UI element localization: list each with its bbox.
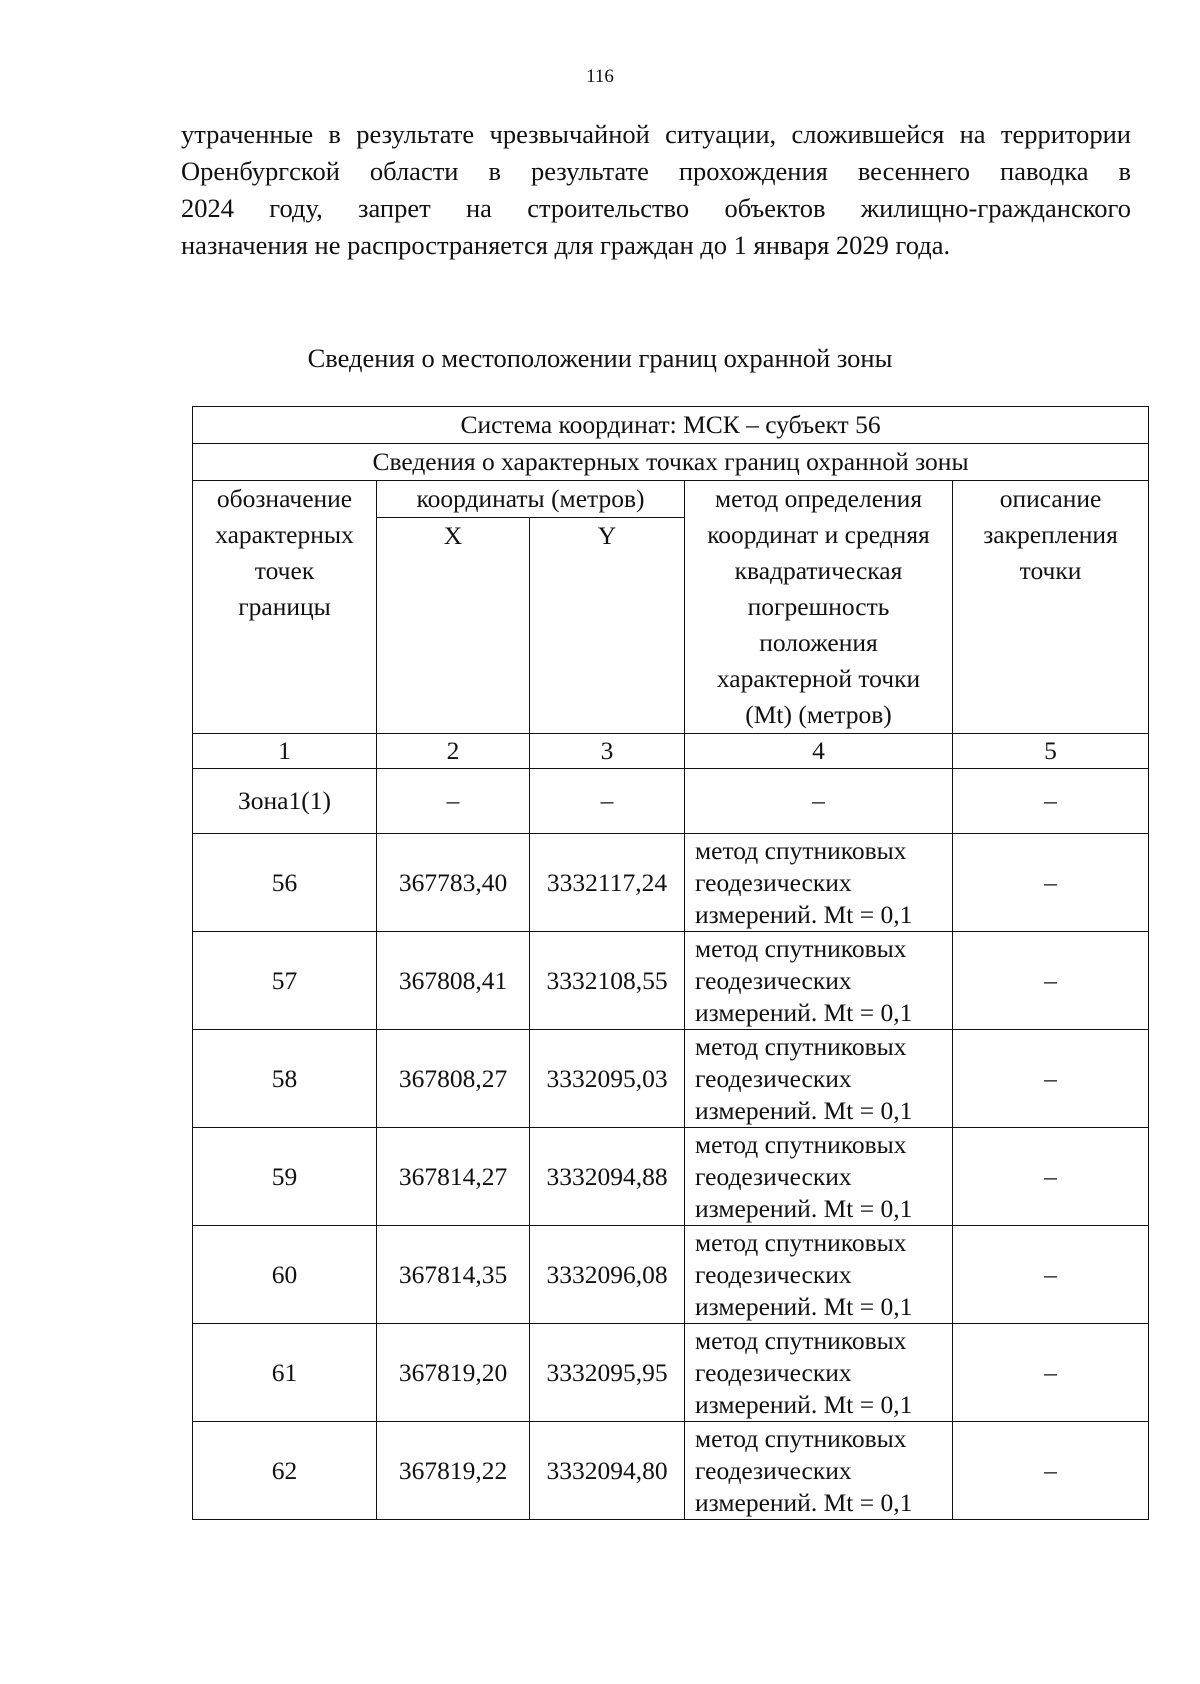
method-cell <box>685 1422 953 1520</box>
point-number-cell: 57 <box>193 932 377 1030</box>
method-cell <box>685 1226 953 1324</box>
method-cell <box>685 1128 953 1226</box>
method-line: геодезических <box>695 867 852 897</box>
description-cell: – <box>953 1128 1149 1226</box>
point-number-cell: 56 <box>193 834 377 932</box>
method-cell <box>685 1324 953 1422</box>
paragraph-line: 2024 году, запрет на строительство объектов жилищно-гражданского <box>181 193 1131 223</box>
x-coordinate-cell: 367783,40 <box>377 834 530 932</box>
method-line: метод спутниковых <box>695 933 907 963</box>
y-coordinate-cell: 3332117,24 <box>530 834 685 932</box>
zone-label: Зона1(1) <box>193 769 377 834</box>
method-line: измерений. Mt = 0,1 <box>695 1291 913 1321</box>
table-row <box>193 1324 1149 1422</box>
point-number-cell: 59 <box>193 1128 377 1226</box>
table-row <box>193 1128 1149 1226</box>
zone-x: – <box>377 769 530 834</box>
paragraph-line: назначения не распространяется для граждан до 1 января 2029 года. <box>181 230 951 260</box>
table-title: Сведения о местоположении границ охранной зоны <box>307 343 893 373</box>
coord-system-cell: Система координат: МСК – субъект 56 <box>193 407 1149 444</box>
header-line: погрешность <box>747 592 890 621</box>
method-cell <box>685 1030 953 1128</box>
y-coordinate-cell: 3332096,08 <box>530 1226 685 1324</box>
header-y: Y <box>530 518 685 734</box>
method-line: геодезических <box>695 1161 852 1191</box>
header-line: характерной точки <box>716 664 921 693</box>
boundary-points-table <box>192 406 1149 1520</box>
x-coordinate-cell: 367819,22 <box>377 1422 530 1520</box>
description-cell: – <box>953 1226 1149 1324</box>
header-x: X <box>377 518 530 734</box>
description-cell: – <box>953 1324 1149 1422</box>
method-line: геодезических <box>695 1455 852 1485</box>
description-cell: – <box>953 834 1149 932</box>
x-coordinate-cell: 367808,41 <box>377 932 530 1030</box>
table-row <box>193 1226 1149 1324</box>
x-coordinate-cell: 367819,20 <box>377 1324 530 1422</box>
method-line: геодезических <box>695 1063 852 1093</box>
method-line: метод спутниковых <box>695 835 907 865</box>
method-line: метод спутниковых <box>695 1423 907 1453</box>
column-number: 1 <box>193 734 377 769</box>
table-row <box>193 932 1149 1030</box>
column-number: 5 <box>953 734 1149 769</box>
description-cell: – <box>953 1422 1149 1520</box>
method-line: измерений. Mt = 0,1 <box>695 1389 913 1419</box>
header-line: положения <box>759 628 878 657</box>
x-coordinate-cell: 367814,27 <box>377 1128 530 1226</box>
header-line: метод определения <box>714 484 923 513</box>
header-line: точек <box>254 556 315 585</box>
header-line: обозначение <box>216 484 353 513</box>
header-line: описание <box>999 484 1102 513</box>
y-coordinate-cell: 3332095,03 <box>530 1030 685 1128</box>
header-line: границы <box>238 592 331 621</box>
header-coordinates: координаты (метров) <box>377 481 685 518</box>
method-line: геодезических <box>695 1259 852 1289</box>
header-line: точки <box>1019 556 1082 585</box>
point-number-cell: 61 <box>193 1324 377 1422</box>
description-cell: – <box>953 932 1149 1030</box>
method-line: измерений. Mt = 0,1 <box>695 899 913 929</box>
method-line: измерений. Mt = 0,1 <box>695 1095 913 1125</box>
method-line: измерений. Mt = 0,1 <box>695 997 913 1027</box>
points-caption-cell: Сведения о характерных точках границ охранной зоны <box>193 444 1149 481</box>
method-cell <box>685 932 953 1030</box>
point-number-cell: 62 <box>193 1422 377 1520</box>
method-line: метод спутниковых <box>695 1031 907 1061</box>
header-point-designation <box>193 481 377 734</box>
column-number: 2 <box>377 734 530 769</box>
x-coordinate-cell: 367814,35 <box>377 1226 530 1324</box>
header-line: характерных <box>215 520 354 549</box>
y-coordinate-cell: 3332094,80 <box>530 1422 685 1520</box>
method-line: геодезических <box>695 965 852 995</box>
method-line: геодезических <box>695 1357 852 1387</box>
method-line: метод спутниковых <box>695 1227 907 1257</box>
header-line: (Mt) (метров) <box>745 700 892 729</box>
table-row <box>193 1030 1149 1128</box>
point-number-cell: 58 <box>193 1030 377 1128</box>
header-line: закрепления <box>983 520 1118 549</box>
column-number: 3 <box>530 734 685 769</box>
body-paragraph <box>181 116 1131 264</box>
header-line: координат и средняя <box>707 520 930 549</box>
method-line: метод спутниковых <box>695 1325 907 1355</box>
zone-method: – <box>685 769 953 834</box>
y-coordinate-cell: 3332094,88 <box>530 1128 685 1226</box>
header-description <box>953 481 1149 734</box>
paragraph-line: утраченные в результате чрезвычайной ситуации, сложившейся на территории <box>181 119 1131 149</box>
method-line: измерений. Mt = 0,1 <box>695 1193 913 1223</box>
page-number: 116 <box>586 66 614 87</box>
method-line: метод спутниковых <box>695 1129 907 1159</box>
header-method <box>685 481 953 734</box>
y-coordinate-cell: 3332095,95 <box>530 1324 685 1422</box>
zone-y: – <box>530 769 685 834</box>
paragraph-line: Оренбургской области в результате прохождения весеннего паводка в <box>181 156 1131 186</box>
method-cell <box>685 834 953 932</box>
column-number: 4 <box>685 734 953 769</box>
header-line: квадратическая <box>734 556 903 585</box>
zone-description: – <box>953 769 1149 834</box>
table-row <box>193 1422 1149 1520</box>
description-cell: – <box>953 1030 1149 1128</box>
table-row <box>193 834 1149 932</box>
y-coordinate-cell: 3332108,55 <box>530 932 685 1030</box>
point-number-cell: 60 <box>193 1226 377 1324</box>
x-coordinate-cell: 367808,27 <box>377 1030 530 1128</box>
method-line: измерений. Mt = 0,1 <box>695 1487 913 1517</box>
